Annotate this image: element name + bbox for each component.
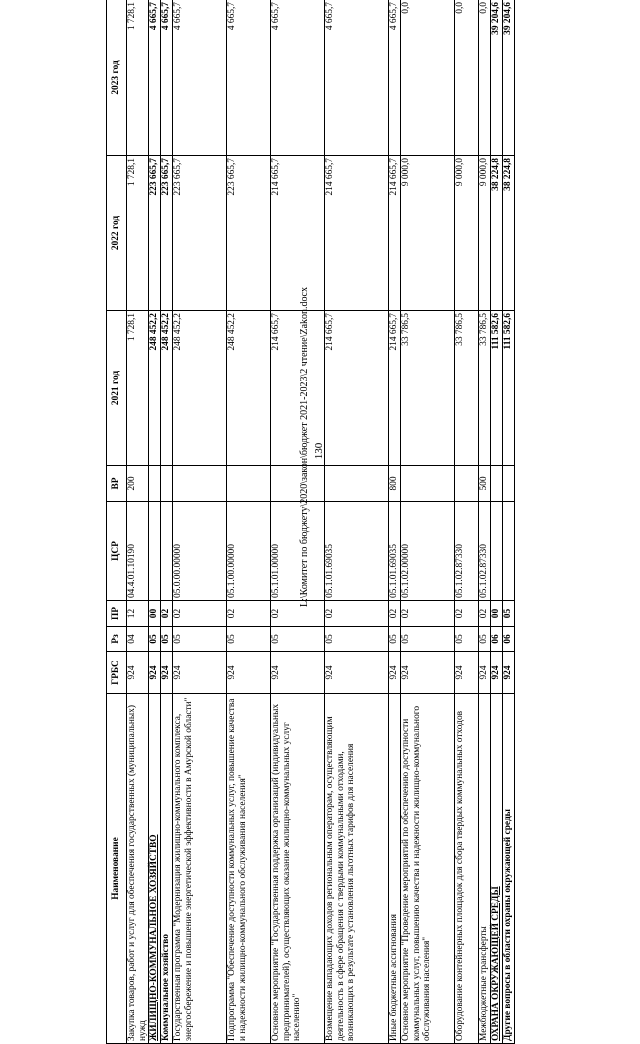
header-2021: 2021 год (107, 311, 127, 466)
row-pr: 02 (227, 601, 271, 627)
row-name: Коммунальное хозяйство (161, 694, 173, 1044)
row-2022: 9 000,0 (455, 156, 479, 311)
row-grbs: 924 (455, 652, 479, 694)
row-vr (325, 466, 389, 502)
row-csr: 05.1.02.87330 (455, 502, 479, 601)
footer-file-path: L:\Комитет по бюджету\2020\закон\бюджет 2021-2023\2 чтение\Zakon.docx (299, 287, 310, 607)
row-2022: 38 224,8 (491, 156, 503, 311)
table-row (149, 0, 161, 1044)
row-grbs: 924 (173, 652, 227, 694)
row-csr: 05.1.00.00000 (227, 502, 271, 601)
row-2023: 0,0 (401, 0, 455, 156)
header-vr: ВР (107, 466, 127, 502)
row-2023: 39 204,6 (491, 0, 503, 156)
row-2022: 1 728,1 (127, 156, 149, 311)
row-rz: 05 (149, 627, 161, 652)
row-name: Государственная программа "Модернизация жилищно-коммунального комплекса, энергосбережение и повышение энергетической эффективности в Амурской области" (173, 694, 227, 1044)
row-pr: 02 (173, 601, 227, 627)
row-pr: 02 (401, 601, 455, 627)
row-2023: 4 665,7 (389, 0, 401, 156)
row-rz: 05 (173, 627, 227, 652)
header-name: Наименование (107, 694, 127, 1044)
row-csr: 05.1.02.00000 (401, 502, 455, 601)
row-vr (161, 466, 173, 502)
row-name: Возмещение выпадающих доходов региональным операторам, осуществляющим деятельность в сфере обращения с твердыми коммунальными отходами, возникающих в результате установления льготных тарифов для населения (325, 694, 389, 1044)
row-vr (149, 466, 161, 502)
row-csr: 05.1.01.69035 (389, 502, 401, 601)
header-pr: ПР (107, 601, 127, 627)
row-grbs: 924 (161, 652, 173, 694)
row-csr: 05.1.01.69035 (325, 502, 389, 601)
row-name: ЖИЛИЩНО-КОММУНАЛЬНОЕ ХОЗЯЙСТВО (149, 694, 161, 1044)
row-pr: 02 (161, 601, 173, 627)
row-name: Закупка товаров, работ и услуг для обеспечения государственных (муниципальных) нужд (127, 694, 149, 1044)
row-2023: 0,0 (455, 0, 479, 156)
row-2023: 4 665,7 (161, 0, 173, 156)
row-2021: 33 786,5 (479, 311, 491, 466)
row-2021: 248 452,2 (149, 311, 161, 466)
row-csr: 04.4.01.10190 (127, 502, 149, 601)
row-pr: 02 (455, 601, 479, 627)
row-rz: 05 (161, 627, 173, 652)
row-2021: 214 665,7 (271, 311, 325, 466)
table-header-row (107, 0, 127, 1044)
row-2023: 4 665,7 (271, 0, 325, 156)
row-grbs: 924 (127, 652, 149, 694)
row-grbs: 924 (149, 652, 161, 694)
row-2023: 1 728,1 (127, 0, 149, 156)
table-row (389, 0, 401, 1044)
row-csr (149, 502, 161, 601)
row-pr: 02 (389, 601, 401, 627)
row-2022: 214 665,7 (389, 156, 401, 311)
page-number: 130 (313, 442, 325, 460)
row-pr: 02 (271, 601, 325, 627)
row-pr: 00 (149, 601, 161, 627)
row-2022: 223 665,7 (173, 156, 227, 311)
row-2023: 0,0 (479, 0, 491, 156)
row-2023: 4 665,7 (149, 0, 161, 156)
row-grbs: 924 (491, 652, 503, 694)
row-pr: 00 (491, 601, 503, 627)
row-vr (401, 466, 455, 502)
header-2023: 2023 год (107, 0, 127, 156)
row-grbs: 924 (479, 652, 491, 694)
row-2021: 33 786,5 (401, 311, 455, 466)
row-rz: 05 (271, 627, 325, 652)
row-csr: 05.0.00.00000 (173, 502, 227, 601)
row-2022: 9 000,0 (401, 156, 455, 311)
row-rz: 05 (389, 627, 401, 652)
row-grbs: 924 (389, 652, 401, 694)
row-grbs: 924 (325, 652, 389, 694)
row-2021: 214 665,7 (389, 311, 401, 466)
row-grbs: 924 (503, 652, 515, 694)
row-name: Основное мероприятие "Проведение мероприятий по обеспечению доступности коммунальных услуг, повышению качества и надежности жилищно-коммунального обслуживания населения" (401, 694, 455, 1044)
row-name: Иные бюджетные ассигнования (389, 694, 401, 1044)
table-row (401, 0, 455, 1044)
row-2022: 38 224,8 (503, 156, 515, 311)
table-row (325, 0, 389, 1044)
row-name: Подпрограмма "Обеспечение доступности коммунальных услуг, повышение качества и надежности жилищно-коммунального обслуживания населения" (227, 694, 271, 1044)
row-rz: 05 (455, 627, 479, 652)
header-csr: ЦСР (107, 502, 127, 601)
row-rz: 04 (127, 627, 149, 652)
table-row (127, 0, 149, 1044)
row-vr (503, 466, 515, 502)
table-row (503, 0, 515, 1044)
header-grbs: ГРБС (107, 652, 127, 694)
row-2023: 4 665,7 (173, 0, 227, 156)
budget-table-container (106, 0, 534, 1044)
row-2021: 214 665,7 (325, 311, 389, 466)
row-grbs: 924 (227, 652, 271, 694)
row-rz: 06 (503, 627, 515, 652)
row-2023: 4 665,7 (227, 0, 271, 156)
row-vr: 500 (479, 466, 491, 502)
row-grbs: 924 (271, 652, 325, 694)
row-csr (161, 502, 173, 601)
row-2022: 214 665,7 (325, 156, 389, 311)
row-name: Оборудование контейнерных площадок для сбора твердых коммунальных отходов (455, 694, 479, 1044)
row-rz: 05 (479, 627, 491, 652)
row-rz: 06 (491, 627, 503, 652)
row-pr: 02 (479, 601, 491, 627)
row-2021: 33 786,5 (455, 311, 479, 466)
row-vr (455, 466, 479, 502)
table-row (173, 0, 227, 1044)
row-grbs: 924 (401, 652, 455, 694)
row-vr (173, 466, 227, 502)
row-name: Другие вопросы в области охраны окружающей среды (503, 694, 515, 1044)
row-pr: 05 (503, 601, 515, 627)
row-csr (491, 502, 503, 601)
row-rz: 05 (401, 627, 455, 652)
row-2021: 1 728,1 (127, 311, 149, 466)
row-2021: 111 582,6 (503, 311, 515, 466)
row-rz: 05 (227, 627, 271, 652)
row-2021: 111 582,6 (491, 311, 503, 466)
row-pr: 02 (325, 601, 389, 627)
row-2023: 4 665,7 (325, 0, 389, 156)
row-2021: 248 452,2 (161, 311, 173, 466)
row-2023: 39 204,6 (503, 0, 515, 156)
table-row (161, 0, 173, 1044)
row-csr: 05.1.02.87330 (479, 502, 491, 601)
row-2021: 248 452,2 (227, 311, 271, 466)
row-csr: 05.1.01.00000 (271, 502, 325, 601)
row-2022: 223 665,7 (149, 156, 161, 311)
row-2022: 223 665,7 (161, 156, 173, 311)
row-rz: 05 (325, 627, 389, 652)
table-row (491, 0, 503, 1044)
row-2021: 248 452,2 (173, 311, 227, 466)
row-2022: 9 000,0 (479, 156, 491, 311)
row-vr (227, 466, 271, 502)
row-pr: 12 (127, 601, 149, 627)
table-row (227, 0, 271, 1044)
table-row (479, 0, 491, 1044)
row-vr (491, 466, 503, 502)
row-vr: 200 (127, 466, 149, 502)
row-name: Межбюджетные трансферты (479, 694, 491, 1044)
row-csr (503, 502, 515, 601)
row-2022: 214 665,7 (271, 156, 325, 311)
row-name: Основное мероприятие "Государственная поддержка организаций (индивидуальных предпринимателей), осуществляющих оказание жилищно-коммунальных услуг населению" (271, 694, 325, 1044)
row-vr: 800 (389, 466, 401, 502)
row-name: ОХРАНА ОКРУЖАЮЩЕЙ СРЕДЫ (491, 694, 503, 1044)
header-rz: Рз (107, 627, 127, 652)
row-2022: 223 665,7 (227, 156, 271, 311)
header-2022: 2022 год (107, 156, 127, 311)
table-row (455, 0, 479, 1044)
